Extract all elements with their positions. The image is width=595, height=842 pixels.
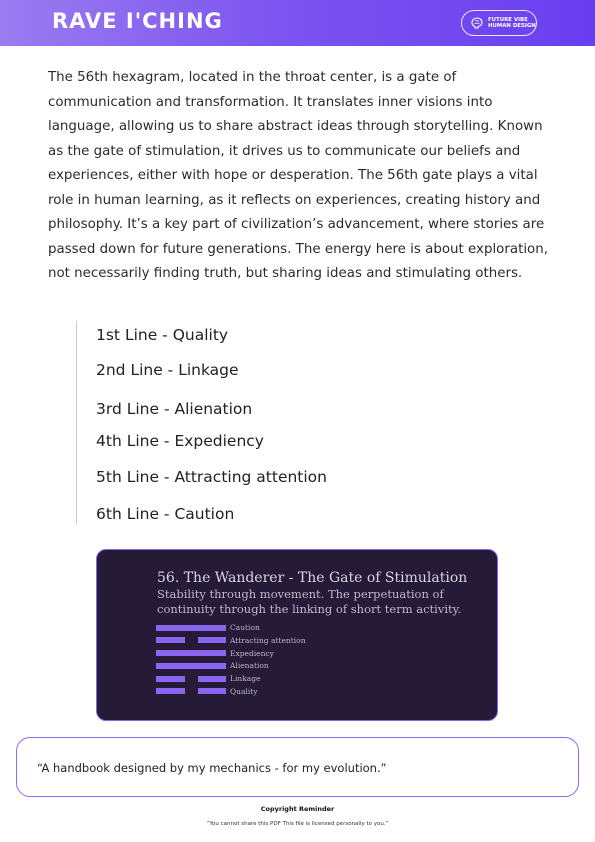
- badge-line-1: FUTURE VIBE: [488, 16, 528, 23]
- gate-subtitle: Stability through movement. The perpetuation of continuity through the linking of short term activity.: [157, 587, 462, 616]
- hexagram-label: Caution: [230, 623, 260, 632]
- list-item: 1st Line - Quality: [96, 326, 229, 344]
- hexagram-bar: [198, 637, 226, 643]
- gate-card: [96, 549, 498, 721]
- quote-text: “A handbook designed by my mechanics - for my evolution.”: [37, 761, 387, 775]
- copyright-title: Copyright Reminder: [260, 805, 335, 813]
- badge-line-2: HUMAN DESIGN: [488, 23, 536, 29]
- list-item: 6th Line - Caution: [96, 505, 235, 523]
- hexagram-bar: [156, 688, 185, 694]
- hexagram-bar: [156, 676, 185, 682]
- brain-icon: [470, 16, 484, 30]
- list-item: 5th Line - Attracting attention: [96, 468, 327, 486]
- lines-list: [76, 321, 396, 524]
- gate-title: 56. The Wanderer - The Gate of Stimulation: [157, 570, 468, 586]
- hexagram-label: Expediency: [230, 648, 274, 658]
- hexagram-bar: [156, 625, 226, 631]
- list-item: 3rd Line - Alienation: [96, 400, 253, 418]
- brand-badge: [461, 10, 537, 36]
- hexagram-label: Attracting attention: [230, 635, 306, 645]
- header-banner: [0, 0, 595, 46]
- badge-text: [488, 17, 536, 30]
- hexagram-bar: [198, 688, 226, 694]
- copyright-text: “You cannot share this PDF This file is licensed personally to you.”: [206, 821, 389, 827]
- list-item: 4th Line - Expediency: [96, 432, 264, 450]
- brand-title: RAVE I'CHING: [52, 9, 223, 33]
- hexagram-label: Quality: [230, 686, 258, 696]
- hexagram-label: Linkage: [230, 674, 261, 684]
- list-item: 2nd Line - Linkage: [96, 361, 239, 379]
- intro-paragraph: The 56th hexagram, located in the throat center, is a gate of communication and transformation. It translates inner visions into language, allowing us to share abstract ideas through storytelling. Known as the gate of stimulation, it drives us to communicate our beliefs and experiences, either with hope or desperation. The 56th gate plays a vital role in human learning, as it reflects on experiences, creating history and philosophy. It’s a key part of civilization’s advancement, where stories are passed down for future generations. The energy here is about exploration, not necessarily finding truth, but sharing ideas and stimulating others.: [48, 70, 548, 281]
- quote-box: [16, 737, 579, 797]
- hexagram-label: Alienation: [230, 661, 269, 671]
- hexagram-bar: [156, 650, 226, 656]
- hexagram-bar: [198, 676, 226, 682]
- hexagram-bar: [156, 663, 226, 669]
- hexagram-bar: [156, 637, 185, 643]
